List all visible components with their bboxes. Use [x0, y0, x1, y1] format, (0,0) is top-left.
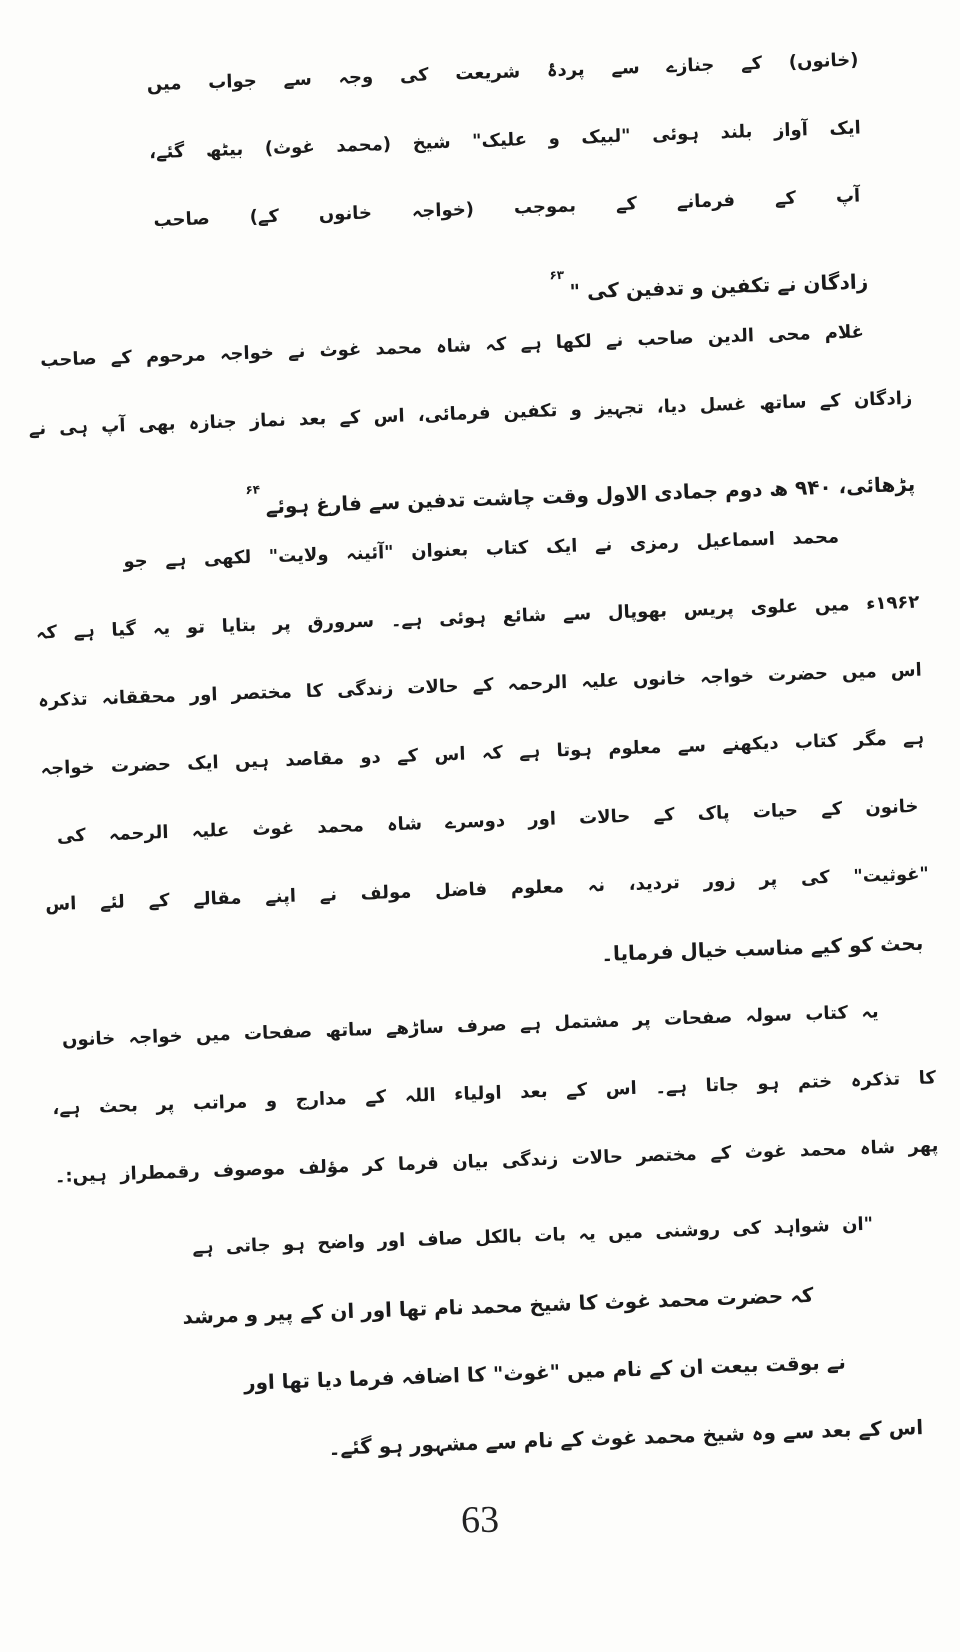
footnote-marker-63: ۶۳	[549, 267, 565, 283]
body-line-text: خانون کے حیات پاک کے حالات اور دوسرے شاہ محمد غوث علیہ الرحمہ کی	[56, 795, 919, 847]
quote-line-text: (خانوں) کے جنازے سے پردۂ شریعت کی وجہ سے جواب میں	[146, 49, 859, 96]
quote-line-text: زادگان نے تکفین و تدفین کی "	[569, 269, 869, 304]
body-line-text: پڑھائی، ۹۴۰ ھ دوم جمادی الاول وقت چاشت تدفین سے فارغ ہوئے	[265, 471, 916, 519]
quote-line-text: نے بوقت بیعت ان کے نام میں "غوث" کا اضافہ فرما دیا تھا اور	[243, 1349, 847, 1395]
body-line-text: "غوثیت" کی پر زور تردید، نہ معلوم فاضل مولف نے اپنے مقالے کے لئے اس	[44, 863, 930, 916]
quote-line-text: "ان شواہد کی روشنی میں یہ بات بالکل صاف اور واضح ہو جاتی ہے	[192, 1213, 874, 1259]
body-line-text: محمد اسماعیل رمزی نے ایک کتاب بعنوان "آئینہ ولایت" لکھی ہے جو	[123, 526, 840, 573]
page-number: 63	[460, 1498, 500, 1542]
quote-line-text: اس کے بعد سے وہ شیخ محمد غوث کے نام سے مشہور ہو گئے۔	[328, 1414, 924, 1460]
body-line-text: اس میں حضرت خواجہ خانوں علیہ الرحمہ کے حالات زندگی کا مختصر اور محققانہ تذکرہ	[37, 659, 923, 712]
page-footer	[0, 1498, 960, 1542]
body-line-text: ہے مگر کتاب دیکھنے سے معلوم ہوتا ہے کہ اس کے دو مقاصد ہیں ایک حضرت خواجہ	[40, 727, 925, 780]
body-line-text: غلام محی الدین صاحب نے لکھا ہے کہ شاہ محمد غوث نے خواجہ مرحوم کے صاحب	[40, 321, 865, 372]
footnote-marker-64: ۶۴	[245, 482, 261, 498]
body-line-text: کا تذکرہ ختم ہو جاتا ہے۔ اس کے بعد اولیاء اللہ کے مدارج و مراتب پر بحث ہے،	[52, 1067, 937, 1120]
quote-line-text: ایک آواز بلند ہوئی "لبیک و علیک" شیخ (محمد غوث) بیٹھ گئے،	[148, 117, 862, 164]
body-line-text: ۱۹۶۲ء میں علوی پریس بھوپال سے شائع ہوئی ہے۔ سرورق پر بتایا تو یہ گیا ہے کہ	[35, 591, 920, 644]
quote-line-text: آپ کے فرمانے کے بموجب (خواجہ خانوں کے) صاحب	[153, 185, 861, 232]
body-line-text: بحث کو کیے مناسب خیال فرمایا۔	[600, 930, 924, 966]
body-line-text: یہ کتاب سولہ صفحات پر مشتمل ہے صرف ساڑھے ساتھ صفحات میں خواجہ خانوں	[61, 1001, 879, 1051]
text-column	[16, 25, 950, 1491]
body-line-text: پھر شاہ محمد غوث کے مختصر حالات زندگی بیان فرما کر مؤلف موصوف رقمطراز ہیں:۔	[54, 1135, 939, 1188]
quote-line-text: کہ حضرت محمد غوث کا شیخ محمد نام تھا اور ان کے پیر و مرشد	[182, 1282, 814, 1329]
body-line-text: زادگان کے ساتھ غسل دیا، تجہیز و تکفین فرمائی، اس کے بعد نماز جنازہ بھی آپ ہی نے	[28, 387, 913, 440]
